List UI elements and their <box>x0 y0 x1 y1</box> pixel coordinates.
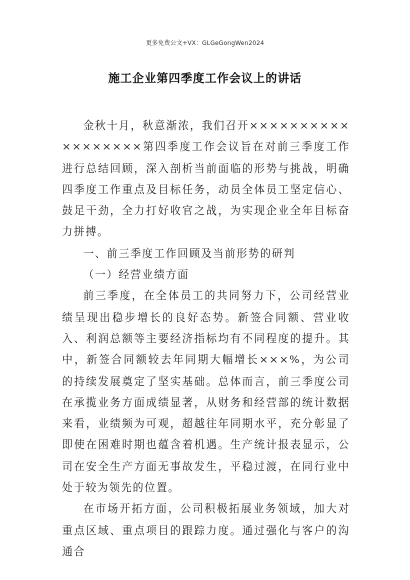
body-paragraph: 前三季度，在全体员工的共同努力下，公司经营业绩呈现出稳步增长的良好态势。新签合同额、营业收入、利润总额等主要经济指标均有不同程度的提升。其中，新签合同额较去年同期大幅增长×××%，为公司的持续发展奠定了坚实基础。总体而言，前三季度公司在承揽业务方面成绩显著，从财务和经营部的统计数据来看，业绩频为可观，超越往年同期水平，充分彰显了即使在困难时期也蕴含着机遇。生产统计报表显示，公司在安全生产方面无事故发生，平稳过渡，在同行业中处于较为领先的位置。 <box>62 290 350 495</box>
header-note: 更多免费公文+VX：GLGeGongWen2024 <box>145 40 265 47</box>
intro-paragraph: 金秋十月，秋意渐浓，我们召开××××××××××××××××××第四季度工作会议旨在对前三季度工作进行总结回顾，深入剖析当前面临的形势与挑战，明确四季度工作重点及目标任务，动员全体员工坚定信心、鼓足干劲，全力打好收官之战，为实现企业全年目标奋力拼搏。 <box>62 120 350 239</box>
section-heading: 一、前三季度工作回顾及当前形势的研判 <box>83 247 296 260</box>
body-paragraph: 在市场开拓方面，公司积极拓展业务领域，加大对重点区域、重点项目的跟踪力度。通过强化与客户的沟通合 <box>62 503 350 558</box>
document-body <box>62 116 350 563</box>
subsection-heading: （一）经营业绩方面 <box>83 269 190 282</box>
document-title: 施工企业第四季度工作会议上的讲话 <box>108 71 302 85</box>
